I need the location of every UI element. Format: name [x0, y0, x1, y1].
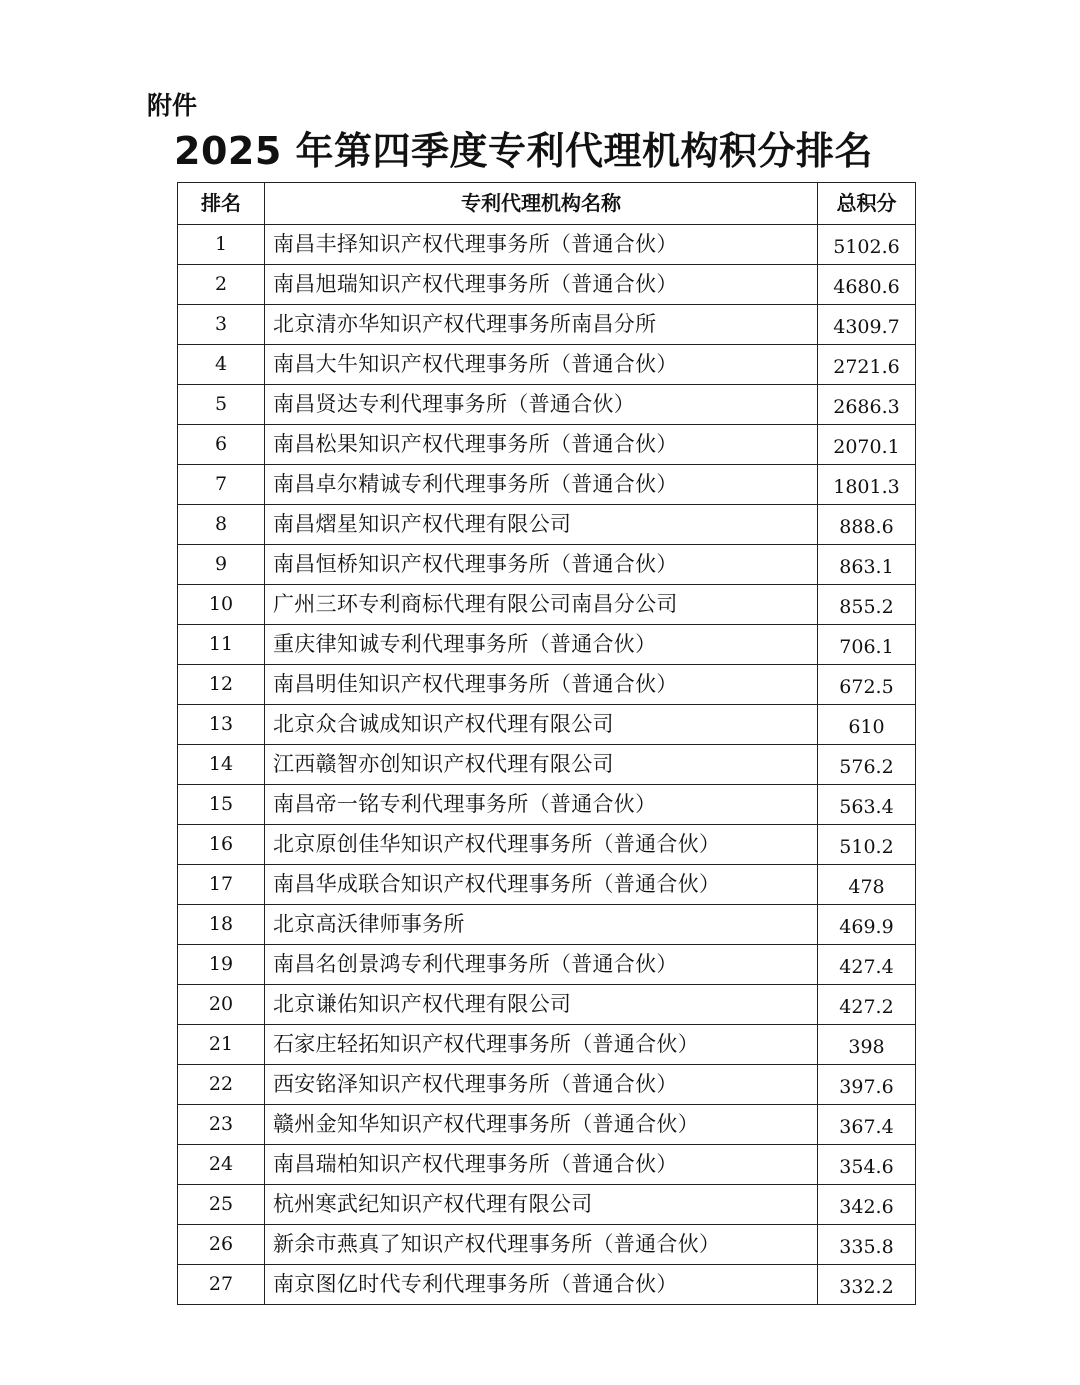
header-rank: 排名: [178, 183, 265, 225]
rank-cell: 7: [178, 465, 265, 505]
table-row: [178, 545, 916, 585]
agency-name-cell: 江西赣智亦创知识产权代理有限公司: [265, 745, 818, 785]
table-row: [178, 745, 916, 785]
rank-cell: 22: [178, 1065, 265, 1105]
rank-cell: 9: [178, 545, 265, 585]
total-score-cell: 576.2: [818, 745, 916, 785]
agency-name-cell: 新余市燕真了知识产权代理事务所（普通合伙）: [265, 1225, 818, 1265]
total-score-cell: 2686.3: [818, 385, 916, 425]
agency-name-cell: 北京众合诚成知识产权代理有限公司: [265, 705, 818, 745]
rank-cell: 16: [178, 825, 265, 865]
agency-name-cell: 南昌瑞柏知识产权代理事务所（普通合伙）: [265, 1145, 818, 1185]
total-score-cell: 2070.1: [818, 425, 916, 465]
rank-cell: 17: [178, 865, 265, 905]
agency-name-cell: 南昌名创景鸿专利代理事务所（普通合伙）: [265, 945, 818, 985]
agency-name-cell: 南昌明佳知识产权代理事务所（普通合伙）: [265, 665, 818, 705]
rank-cell: 18: [178, 905, 265, 945]
rank-cell: 13: [178, 705, 265, 745]
agency-name-cell: 南昌旭瑞知识产权代理事务所（普通合伙）: [265, 265, 818, 305]
table-row: [178, 265, 916, 305]
ranking-table: [177, 182, 916, 1305]
table-row: [178, 1105, 916, 1145]
table-row: [178, 585, 916, 625]
total-score-cell: 469.9: [818, 905, 916, 945]
agency-name-cell: 南昌恒桥知识产权代理事务所（普通合伙）: [265, 545, 818, 585]
table-header-row: [178, 183, 916, 225]
table-row: [178, 1145, 916, 1185]
agency-name-cell: 石家庄轻拓知识产权代理事务所（普通合伙）: [265, 1025, 818, 1065]
total-score-cell: 855.2: [818, 585, 916, 625]
table-row: [178, 905, 916, 945]
agency-name-cell: 南京图亿时代专利代理事务所（普通合伙）: [265, 1265, 818, 1305]
rank-cell: 27: [178, 1265, 265, 1305]
rank-cell: 14: [178, 745, 265, 785]
table-row: [178, 945, 916, 985]
rank-cell: 26: [178, 1225, 265, 1265]
header-total-score: 总积分: [818, 183, 916, 225]
rank-cell: 12: [178, 665, 265, 705]
rank-cell: 3: [178, 305, 265, 345]
page-title: 2025 年第四季度专利代理机构积分排名: [174, 129, 873, 173]
total-score-cell: 427.4: [818, 945, 916, 985]
table-row: [178, 865, 916, 905]
agency-name-cell: 赣州金知华知识产权代理事务所（普通合伙）: [265, 1105, 818, 1145]
rank-cell: 15: [178, 785, 265, 825]
agency-name-cell: 北京高沃律师事务所: [265, 905, 818, 945]
total-score-cell: 4309.7: [818, 305, 916, 345]
table-row: [178, 785, 916, 825]
table-row: [178, 305, 916, 345]
total-score-cell: 863.1: [818, 545, 916, 585]
table-row: [178, 1185, 916, 1225]
table-row: [178, 625, 916, 665]
rank-cell: 5: [178, 385, 265, 425]
total-score-cell: 342.6: [818, 1185, 916, 1225]
total-score-cell: 672.5: [818, 665, 916, 705]
rank-cell: 8: [178, 505, 265, 545]
total-score-cell: 354.6: [818, 1145, 916, 1185]
agency-name-cell: 西安铭泽知识产权代理事务所（普通合伙）: [265, 1065, 818, 1105]
agency-name-cell: 北京谦佑知识产权代理有限公司: [265, 985, 818, 1025]
table-row: [178, 1025, 916, 1065]
total-score-cell: 332.2: [818, 1265, 916, 1305]
header-agency-name: 专利代理机构名称: [265, 183, 818, 225]
rank-cell: 1: [178, 225, 265, 265]
rank-cell: 24: [178, 1145, 265, 1185]
rank-cell: 4: [178, 345, 265, 385]
table-row: [178, 705, 916, 745]
rank-cell: 2: [178, 265, 265, 305]
total-score-cell: 398: [818, 1025, 916, 1065]
agency-name-cell: 南昌帝一铭专利代理事务所（普通合伙）: [265, 785, 818, 825]
agency-name-cell: 重庆律知诚专利代理事务所（普通合伙）: [265, 625, 818, 665]
agency-name-cell: 南昌丰择知识产权代理事务所（普通合伙）: [265, 225, 818, 265]
table-row: [178, 985, 916, 1025]
table-row: [178, 225, 916, 265]
agency-name-cell: 广州三环专利商标代理有限公司南昌分公司: [265, 585, 818, 625]
rank-cell: 23: [178, 1105, 265, 1145]
total-score-cell: 478: [818, 865, 916, 905]
total-score-cell: 510.2: [818, 825, 916, 865]
rank-cell: 25: [178, 1185, 265, 1225]
table-body: [178, 225, 916, 1305]
agency-name-cell: 南昌贤达专利代理事务所（普通合伙）: [265, 385, 818, 425]
attachment-label: 附件: [147, 91, 198, 120]
rank-cell: 11: [178, 625, 265, 665]
table-row: [178, 1065, 916, 1105]
rank-cell: 19: [178, 945, 265, 985]
total-score-cell: 427.2: [818, 985, 916, 1025]
total-score-cell: 888.6: [818, 505, 916, 545]
table-row: [178, 665, 916, 705]
agency-name-cell: 南昌卓尔精诚专利代理事务所（普通合伙）: [265, 465, 818, 505]
agency-name-cell: 南昌大牛知识产权代理事务所（普通合伙）: [265, 345, 818, 385]
rank-cell: 20: [178, 985, 265, 1025]
table-row: [178, 1265, 916, 1305]
total-score-cell: 1801.3: [818, 465, 916, 505]
agency-name-cell: 北京原创佳华知识产权代理事务所（普通合伙）: [265, 825, 818, 865]
table-row: [178, 1225, 916, 1265]
total-score-cell: 5102.6: [818, 225, 916, 265]
total-score-cell: 563.4: [818, 785, 916, 825]
total-score-cell: 706.1: [818, 625, 916, 665]
table-row: [178, 505, 916, 545]
total-score-cell: 610: [818, 705, 916, 745]
agency-name-cell: 杭州寒武纪知识产权代理有限公司: [265, 1185, 818, 1225]
total-score-cell: 4680.6: [818, 265, 916, 305]
table-row: [178, 425, 916, 465]
total-score-cell: 335.8: [818, 1225, 916, 1265]
agency-name-cell: 南昌华成联合知识产权代理事务所（普通合伙）: [265, 865, 818, 905]
rank-cell: 6: [178, 425, 265, 465]
total-score-cell: 367.4: [818, 1105, 916, 1145]
agency-name-cell: 南昌熠星知识产权代理有限公司: [265, 505, 818, 545]
table-row: [178, 345, 916, 385]
table-row: [178, 465, 916, 505]
table-row: [178, 385, 916, 425]
total-score-cell: 2721.6: [818, 345, 916, 385]
table-row: [178, 825, 916, 865]
agency-name-cell: 南昌松果知识产权代理事务所（普通合伙）: [265, 425, 818, 465]
rank-cell: 21: [178, 1025, 265, 1065]
rank-cell: 10: [178, 585, 265, 625]
agency-name-cell: 北京清亦华知识产权代理事务所南昌分所: [265, 305, 818, 345]
total-score-cell: 397.6: [818, 1065, 916, 1105]
